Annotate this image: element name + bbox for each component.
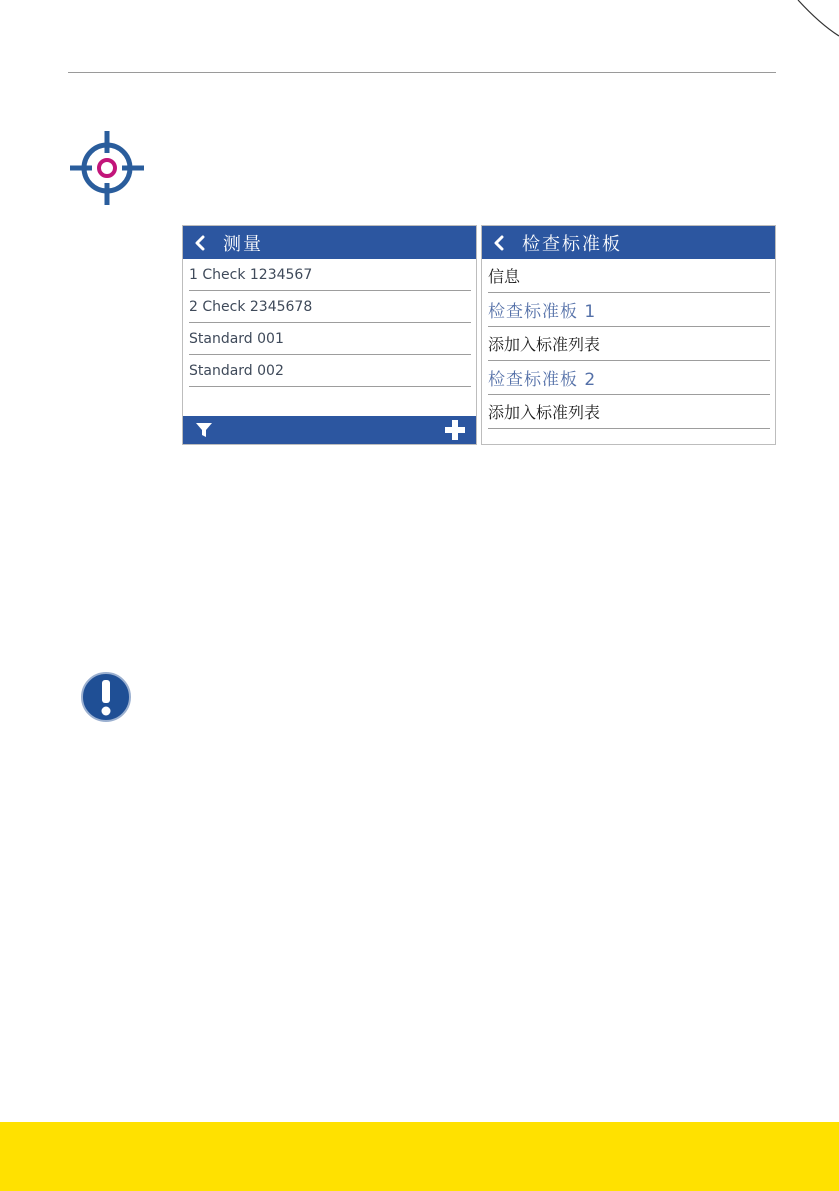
measure-panel-footer [183, 416, 476, 444]
list-item[interactable] [189, 259, 471, 291]
list-item-label: 1 Check 1234567 [189, 266, 313, 283]
menu-item-label: 添加入标准列表 [488, 403, 601, 422]
page-edge-arc [0, 0, 839, 60]
menu-item-label: 检查标准板 2 [488, 370, 597, 390]
list-item[interactable] [189, 355, 471, 387]
list-item[interactable] [189, 291, 471, 323]
check-standard-panel [481, 225, 776, 445]
back-arrow-icon[interactable] [486, 226, 512, 259]
menu-item-add-to-standard-list[interactable] [488, 395, 770, 429]
footer-band [0, 1122, 839, 1191]
list-item-label: Standard 002 [189, 362, 284, 379]
header-rule [68, 72, 776, 73]
measure-panel-title: 测量 [223, 233, 263, 255]
list-item[interactable] [189, 323, 471, 355]
menu-item-check-standard-2[interactable] [488, 361, 770, 395]
list-item-label: 2 Check 2345678 [189, 298, 313, 315]
menu-item-label: 信息 [488, 267, 521, 286]
filter-icon[interactable] [195, 421, 213, 439]
check-standard-panel-title: 检查标准板 [522, 233, 622, 255]
check-standard-panel-header [482, 226, 775, 259]
menu-item-label: 添加入标准列表 [488, 335, 601, 354]
plus-icon[interactable] [444, 419, 466, 441]
menu-item-info[interactable] [488, 259, 770, 293]
measure-panel-header [183, 226, 476, 259]
menu-item-label: 检查标准板 1 [488, 302, 597, 322]
back-arrow-icon[interactable] [187, 226, 213, 259]
list-item-label: Standard 001 [189, 330, 284, 347]
menu-item-check-standard-1[interactable] [488, 293, 770, 327]
measure-panel [182, 225, 477, 445]
exclamation-icon [80, 671, 132, 723]
target-icon [66, 127, 148, 209]
menu-item-add-to-standard-list[interactable] [488, 327, 770, 361]
